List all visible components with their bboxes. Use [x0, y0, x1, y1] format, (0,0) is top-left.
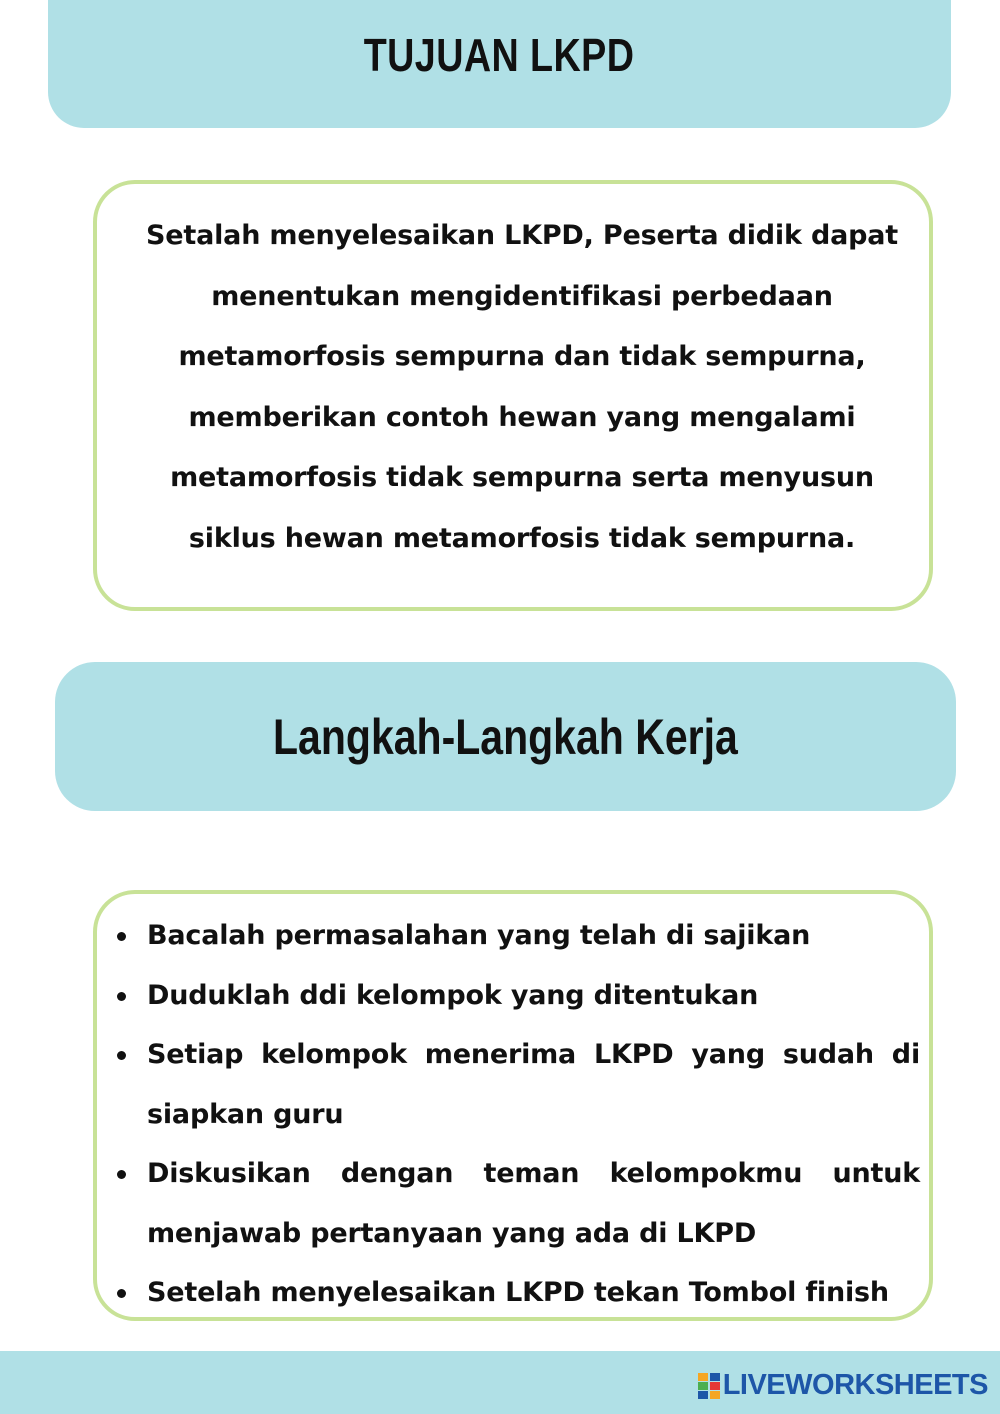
footer-bar [0, 1351, 1000, 1414]
bullet-icon [117, 1289, 126, 1298]
langkah-card [93, 890, 933, 1321]
step-item [115, 1144, 920, 1263]
tujuan-header [48, 0, 951, 128]
bullet-icon [117, 1170, 126, 1179]
step-text: Setiap kelompok menerima LKPD yang sudah di siapkan guru [147, 1039, 920, 1130]
liveworksheets-logo-icon [698, 1373, 720, 1399]
langkah-title: Langkah-Langkah Kerja [273, 708, 738, 765]
step-text: Setelah menyelesaikan LKPD tekan Tombol finish [147, 1277, 889, 1308]
langkah-header [55, 662, 956, 811]
step-item [115, 966, 920, 1026]
tujuan-card [93, 180, 933, 611]
step-item [115, 1263, 920, 1323]
step-text: Bacalah permasalahan yang telah di sajikan [147, 920, 811, 951]
bullet-icon [117, 1051, 126, 1060]
liveworksheets-brand[interactable] [698, 1369, 988, 1402]
tujuan-body-text: Setalah menyelesaikan LKPD, Peserta didik dapat menentukan mengidentifikasi perbedaan metamorfosis sempurna dan tidak sempurna, memberikan contoh hewan yang mengalami metamorfosis tidak sempurna serta menyusun siklus hewan metamorfosis tidak sempurna. [146, 220, 898, 554]
step-text: Duduklah ddi kelompok yang ditentukan [147, 979, 759, 1011]
step-item [115, 1025, 920, 1144]
tujuan-title: TUJUAN LKPD [364, 29, 635, 81]
steps-list [115, 906, 920, 1323]
bullet-icon [117, 992, 126, 1001]
step-item [115, 906, 920, 966]
bullet-icon [117, 932, 126, 941]
step-text: Diskusikan dengan teman kelompokmu untuk menjawab pertanyaan yang ada di LKPD [147, 1158, 920, 1249]
brand-name: LIVEWORKSHEETS [722, 1369, 988, 1401]
